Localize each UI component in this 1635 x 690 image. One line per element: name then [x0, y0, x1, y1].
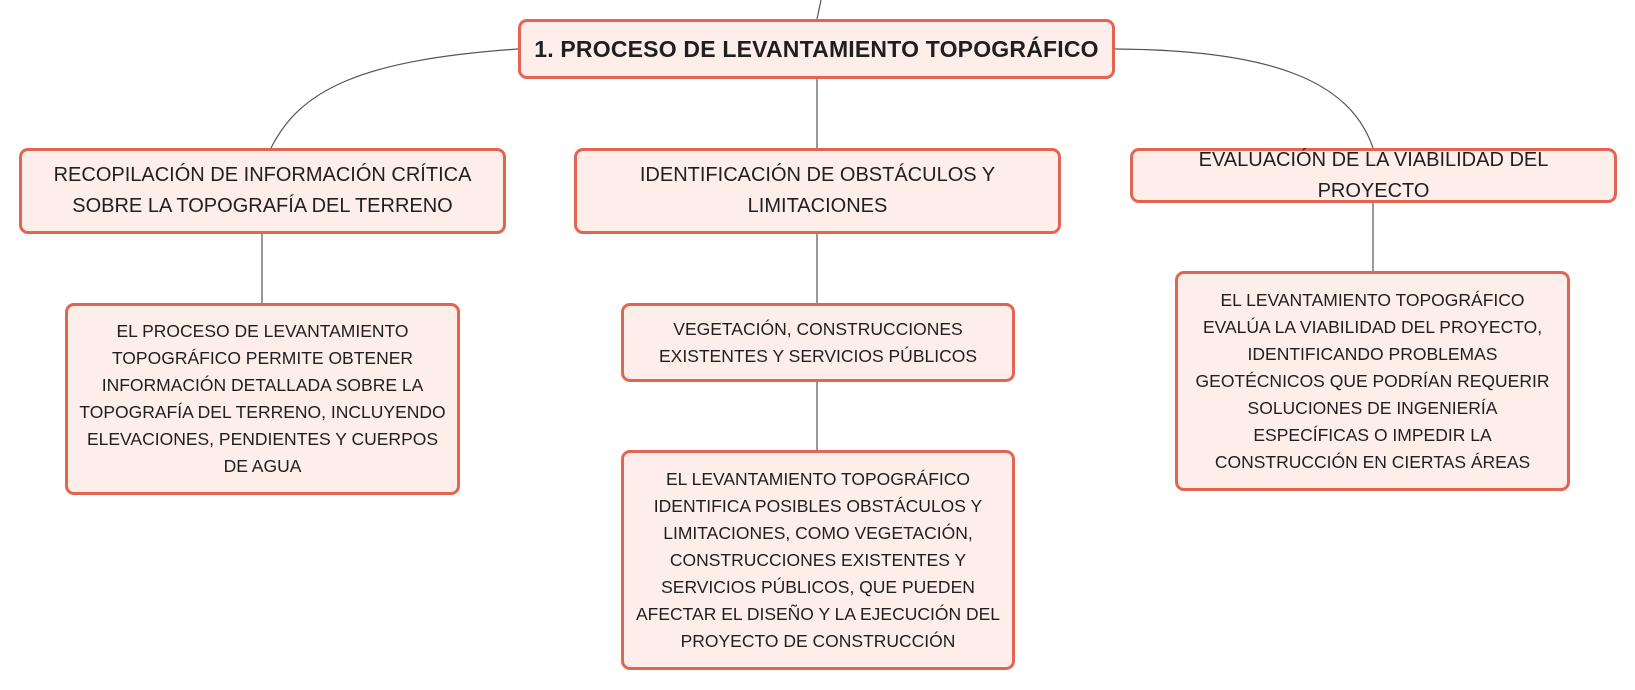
- root-node-label: 1. PROCESO DE LEVANTAMIENTO TOPOGRÁFICO: [534, 35, 1099, 62]
- branch-node-identificacion[interactable]: [574, 148, 1061, 234]
- connector-parent-to-root: [817, 0, 821, 19]
- detail-node-evaluacion[interactable]: [1175, 271, 1570, 491]
- branch-node-evaluacion[interactable]: [1130, 148, 1617, 203]
- connector-root-to-recopilacion: [271, 49, 518, 148]
- detail-node-identificacion[interactable]: [621, 450, 1015, 670]
- detail-node-evaluacion-text: EL LEVANTAMIENTO TOPOGRÁFICO EVALÚA LA VIABILIDAD DEL PROYECTO, IDENTIFICANDO PROBLEMAS GEOTÉCNICOS QUE PODRÍAN REQUERIR SOLUCIONES DE INGENIERÍA ESPECÍFICAS O IMPEDIR LA CONSTRUCCIÓN EN CIERTAS ÁREAS: [1195, 289, 1550, 472]
- detail-node-identificacion-text: EL LEVANTAMIENTO TOPOGRÁFICO IDENTIFICA POSIBLES OBSTÁCULOS Y LIMITACIONES, COMO VEGETACIÓN, CONSTRUCCIONES EXISTENTES Y SERVICIOS PÚBLICOS, QUE PUEDEN AFECTAR EL DISEÑO Y LA EJECUCIÓN DEL PROYECTO DE CONSTRUCCIÓN: [635, 468, 1001, 651]
- detail-node-recopilacion[interactable]: [65, 303, 460, 495]
- root-node[interactable]: [518, 19, 1115, 79]
- branch-node-recopilacion-label: RECOPILACIÓN DE INFORMACIÓN CRÍTICA SOBRE LA TOPOGRAFÍA DEL TERRENO: [53, 164, 472, 217]
- branch-node-recopilacion[interactable]: [19, 148, 506, 234]
- sub-node-vegetacion-label: VEGETACIÓN, CONSTRUCCIONES EXISTENTES Y SERVICIOS PÚBLICOS: [658, 318, 978, 366]
- detail-node-recopilacion-text: EL PROCESO DE LEVANTAMIENTO TOPOGRÁFICO PERMITE OBTENER INFORMACIÓN DETALLADA SOBRE LA TOPOGRAFÍA DEL TERRENO, INCLUYENDO ELEVACIONES, PENDIENTES Y CUERPOS DE AGUA: [79, 321, 446, 476]
- branch-node-evaluacion-label: EVALUACIÓN DE LA VIABILIDAD DEL PROYECTO: [1198, 148, 1549, 202]
- sub-node-vegetacion[interactable]: [621, 303, 1015, 382]
- connector-root-to-evaluacion: [1115, 49, 1373, 148]
- branch-node-identificacion-label: IDENTIFICACIÓN DE OBSTÁCULOS Y LIMITACIONES: [639, 164, 996, 217]
